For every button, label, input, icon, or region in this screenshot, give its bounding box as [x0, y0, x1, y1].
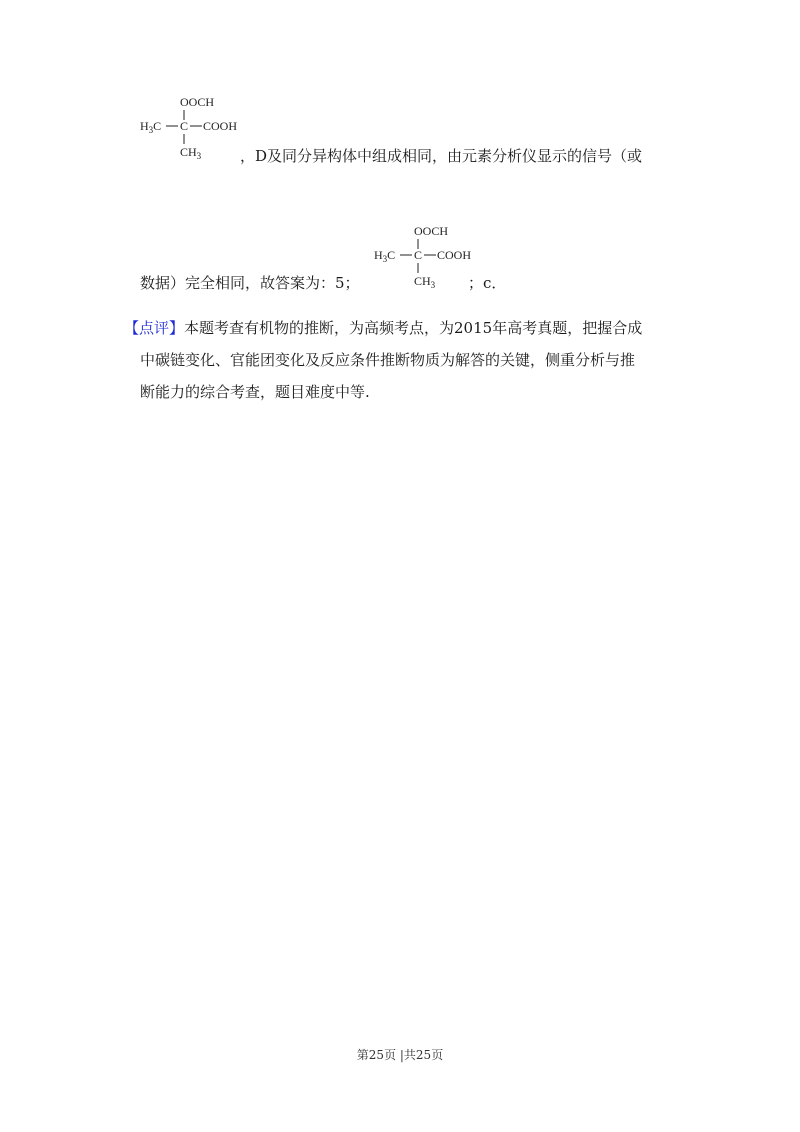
- structure-center-atom: C: [414, 248, 423, 262]
- structure-bottom-group: $CH_3$: [180, 145, 202, 161]
- comment-line-2: 中碳链变化、官能团变化及反应条件推断物质为解答的关键，侧重分析与推: [140, 351, 636, 369]
- structure-right-group: COOH: [437, 248, 472, 262]
- structure-left-group: $H_3C$: [374, 248, 396, 264]
- structure-top-group: OOCH: [180, 95, 215, 109]
- page-footer: 第25页 |共25页: [356, 1048, 444, 1062]
- structure-formula-1: [138, 92, 248, 162]
- answer-line-1: ，D及同分异构体中组成相同，由元素分析仪显示的信号（或: [240, 147, 643, 165]
- answer-line-2a: 数据）完全相同，故答案为：5；: [140, 274, 360, 292]
- structure-formula-2: [372, 221, 482, 291]
- comment-tag: 【点评】: [124, 319, 185, 337]
- comment-line-3: 断能力的综合考查，题目难度中等.: [140, 383, 370, 401]
- structure-left-group: $H_3C$: [140, 119, 162, 135]
- structure-bottom-group: $CH_3$: [414, 274, 436, 290]
- structure-right-group: COOH: [203, 119, 238, 133]
- answer-line-2b: ；c．: [468, 274, 507, 292]
- comment-text-1: 本题考查有机物的推断，为高频考点，为2015年高考真题，把握合成: [184, 319, 643, 337]
- structure-top-group: OOCH: [414, 224, 449, 238]
- structure-center-atom: C: [180, 119, 189, 133]
- comment-line-1: [124, 318, 642, 338]
